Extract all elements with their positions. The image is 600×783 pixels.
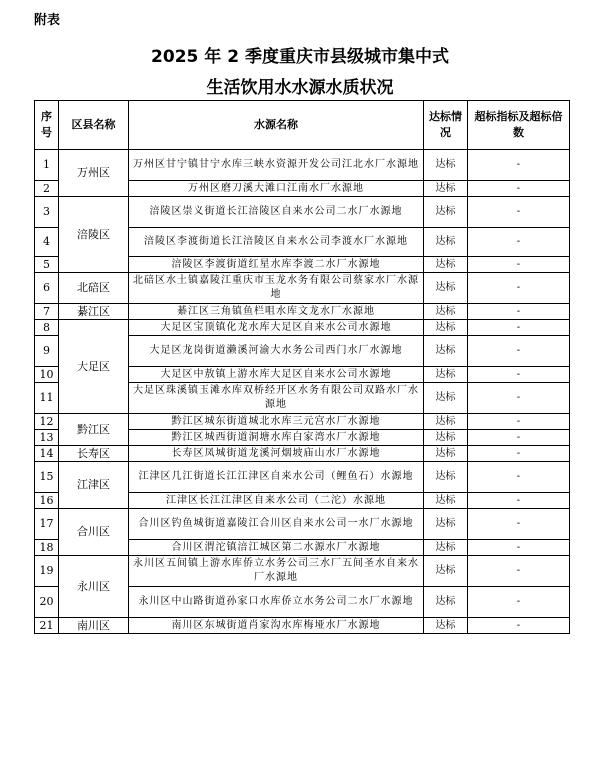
water-source-name: 永川区五间镇上游水库侨立水务公司三水厂五间圣水自来水厂水源地 [129,556,424,587]
row-number: 8 [35,320,59,336]
water-source-name: 涪陵区李渡街道长江涪陵区自来水公司李渡水厂水源地 [129,228,424,257]
header-status: 达标情况 [424,101,468,150]
table-header-row [35,101,570,150]
compliance-status: 达标 [424,509,468,540]
exceed-indicator: - [468,462,570,493]
compliance-status: 达标 [424,493,468,509]
table-row [35,273,570,304]
row-number: 14 [35,446,59,462]
water-source-name: 涪陵区崇义街道长江涪陵区自来水公司二水厂水源地 [129,197,424,228]
exceed-indicator: - [468,197,570,228]
header-district: 区县名称 [59,101,129,150]
row-number: 19 [35,556,59,587]
table-row [35,414,570,430]
compliance-status: 达标 [424,446,468,462]
row-number: 9 [35,336,59,367]
table-row [35,556,570,587]
exceed-indicator: - [468,540,570,556]
row-number: 10 [35,367,59,383]
district-name: 大足区 [59,320,129,414]
exceed-indicator: - [468,320,570,336]
row-number: 21 [35,618,59,634]
district-name: 南川区 [59,618,129,634]
water-source-name: 涪陵区李渡街道红星水库李渡二水厂水源地 [129,257,424,273]
exceed-indicator: - [468,430,570,446]
document-title-line1: 2025 年 2 季度重庆市县级城市集中式 [151,47,449,67]
row-number: 6 [35,273,59,304]
exceed-indicator: - [468,336,570,367]
water-source-name: 万州区磨刀溪大滩口江南水厂水源地 [129,181,424,197]
water-source-name: 长寿区凤城街道龙溪河烟坡庙山水厂水源地 [129,446,424,462]
row-number: 18 [35,540,59,556]
water-source-name: 大足区珠溪镇玉滩水库双桥经开区水务有限公司双路水厂水源地 [129,383,424,414]
water-source-name: 永川区中山路街道孙家口水库侨立水务公司二水厂水源地 [129,587,424,618]
exceed-indicator: - [468,414,570,430]
table-row [35,197,570,228]
document-title-line2: 生活饮用水水源水质状况 [206,78,394,98]
header-exceed: 超标指标及超标倍数 [468,101,570,150]
appendix-label: 附表 [34,13,61,28]
exceed-indicator: - [468,383,570,414]
exceed-indicator: - [468,228,570,257]
compliance-status: 达标 [424,304,468,320]
compliance-status: 达标 [424,336,468,367]
exceed-indicator: - [468,181,570,197]
table-body [35,150,570,634]
district-name: 黔江区 [59,414,129,446]
water-source-name: 江津区长江江津区自来水公司（二沱）水源地 [129,493,424,509]
exceed-indicator: - [468,150,570,181]
row-number: 15 [35,462,59,493]
district-name: 江津区 [59,462,129,509]
row-number: 4 [35,228,59,257]
table-row [35,618,570,634]
compliance-status: 达标 [424,150,468,181]
table-row [35,509,570,540]
exceed-indicator: - [468,273,570,304]
district-name: 永川区 [59,556,129,618]
exceed-indicator: - [468,493,570,509]
row-number: 2 [35,181,59,197]
district-name: 万州区 [59,150,129,197]
water-source-name: 黔江区城西街道洞塘水库白家湾水厂水源地 [129,430,424,446]
compliance-status: 达标 [424,414,468,430]
water-source-name: 北碚区水土镇嘉陵江重庆市玉龙水务有限公司蔡家水厂水源地 [129,273,424,304]
compliance-status: 达标 [424,197,468,228]
compliance-status: 达标 [424,556,468,587]
compliance-status: 达标 [424,430,468,446]
district-name: 合川区 [59,509,129,556]
district-name: 綦江区 [59,304,129,320]
water-source-name: 合川区钓鱼城街道嘉陵江合川区自来水公司一水厂水源地 [129,509,424,540]
district-name: 涪陵区 [59,197,129,273]
water-source-name: 万州区甘宁镇甘宁水库三峡水资源开发公司江北水厂水源地 [129,150,424,181]
exceed-indicator: - [468,257,570,273]
row-number: 5 [35,257,59,273]
exceed-indicator: - [468,618,570,634]
compliance-status: 达标 [424,618,468,634]
water-source-name: 綦江区三角镇鱼栏咀水库文龙水厂水源地 [129,304,424,320]
row-number: 1 [35,150,59,181]
water-source-name: 大足区宝顶镇化龙水库大足区自来水公司水源地 [129,320,424,336]
table-row [35,446,570,462]
row-number: 3 [35,197,59,228]
compliance-status: 达标 [424,273,468,304]
water-source-name: 大足区龙岗街道濑溪河渝大水务公司西门水厂水源地 [129,336,424,367]
compliance-status: 达标 [424,367,468,383]
row-number: 7 [35,304,59,320]
header-source: 水源名称 [129,101,424,150]
compliance-status: 达标 [424,540,468,556]
compliance-status: 达标 [424,228,468,257]
exceed-indicator: - [468,587,570,618]
compliance-status: 达标 [424,181,468,197]
compliance-status: 达标 [424,587,468,618]
compliance-status: 达标 [424,320,468,336]
row-number: 20 [35,587,59,618]
water-source-name: 合川区渭沱镇涪江城区第二水源水厂水源地 [129,540,424,556]
exceed-indicator: - [468,556,570,587]
district-name: 长寿区 [59,446,129,462]
table-row [35,462,570,493]
exceed-indicator: - [468,446,570,462]
water-source-name: 黔江区城东街道城北水库三元宫水厂水源地 [129,414,424,430]
row-number: 12 [35,414,59,430]
compliance-status: 达标 [424,462,468,493]
header-no: 序号 [35,101,59,150]
exceed-indicator: - [468,509,570,540]
district-name: 北碚区 [59,273,129,304]
water-source-name: 南川区东城街道肖家沟水库梅垭水厂水源地 [129,618,424,634]
water-quality-table [34,100,570,634]
water-source-name: 大足区中敖镇上游水库大足区自来水公司水源地 [129,367,424,383]
table-row [35,320,570,336]
compliance-status: 达标 [424,383,468,414]
water-source-name: 江津区几江街道长江江津区自来水公司（鲤鱼石）水源地 [129,462,424,493]
row-number: 11 [35,383,59,414]
row-number: 16 [35,493,59,509]
row-number: 13 [35,430,59,446]
exceed-indicator: - [468,367,570,383]
compliance-status: 达标 [424,257,468,273]
row-number: 17 [35,509,59,540]
table-row [35,304,570,320]
exceed-indicator: - [468,304,570,320]
table-row [35,150,570,181]
